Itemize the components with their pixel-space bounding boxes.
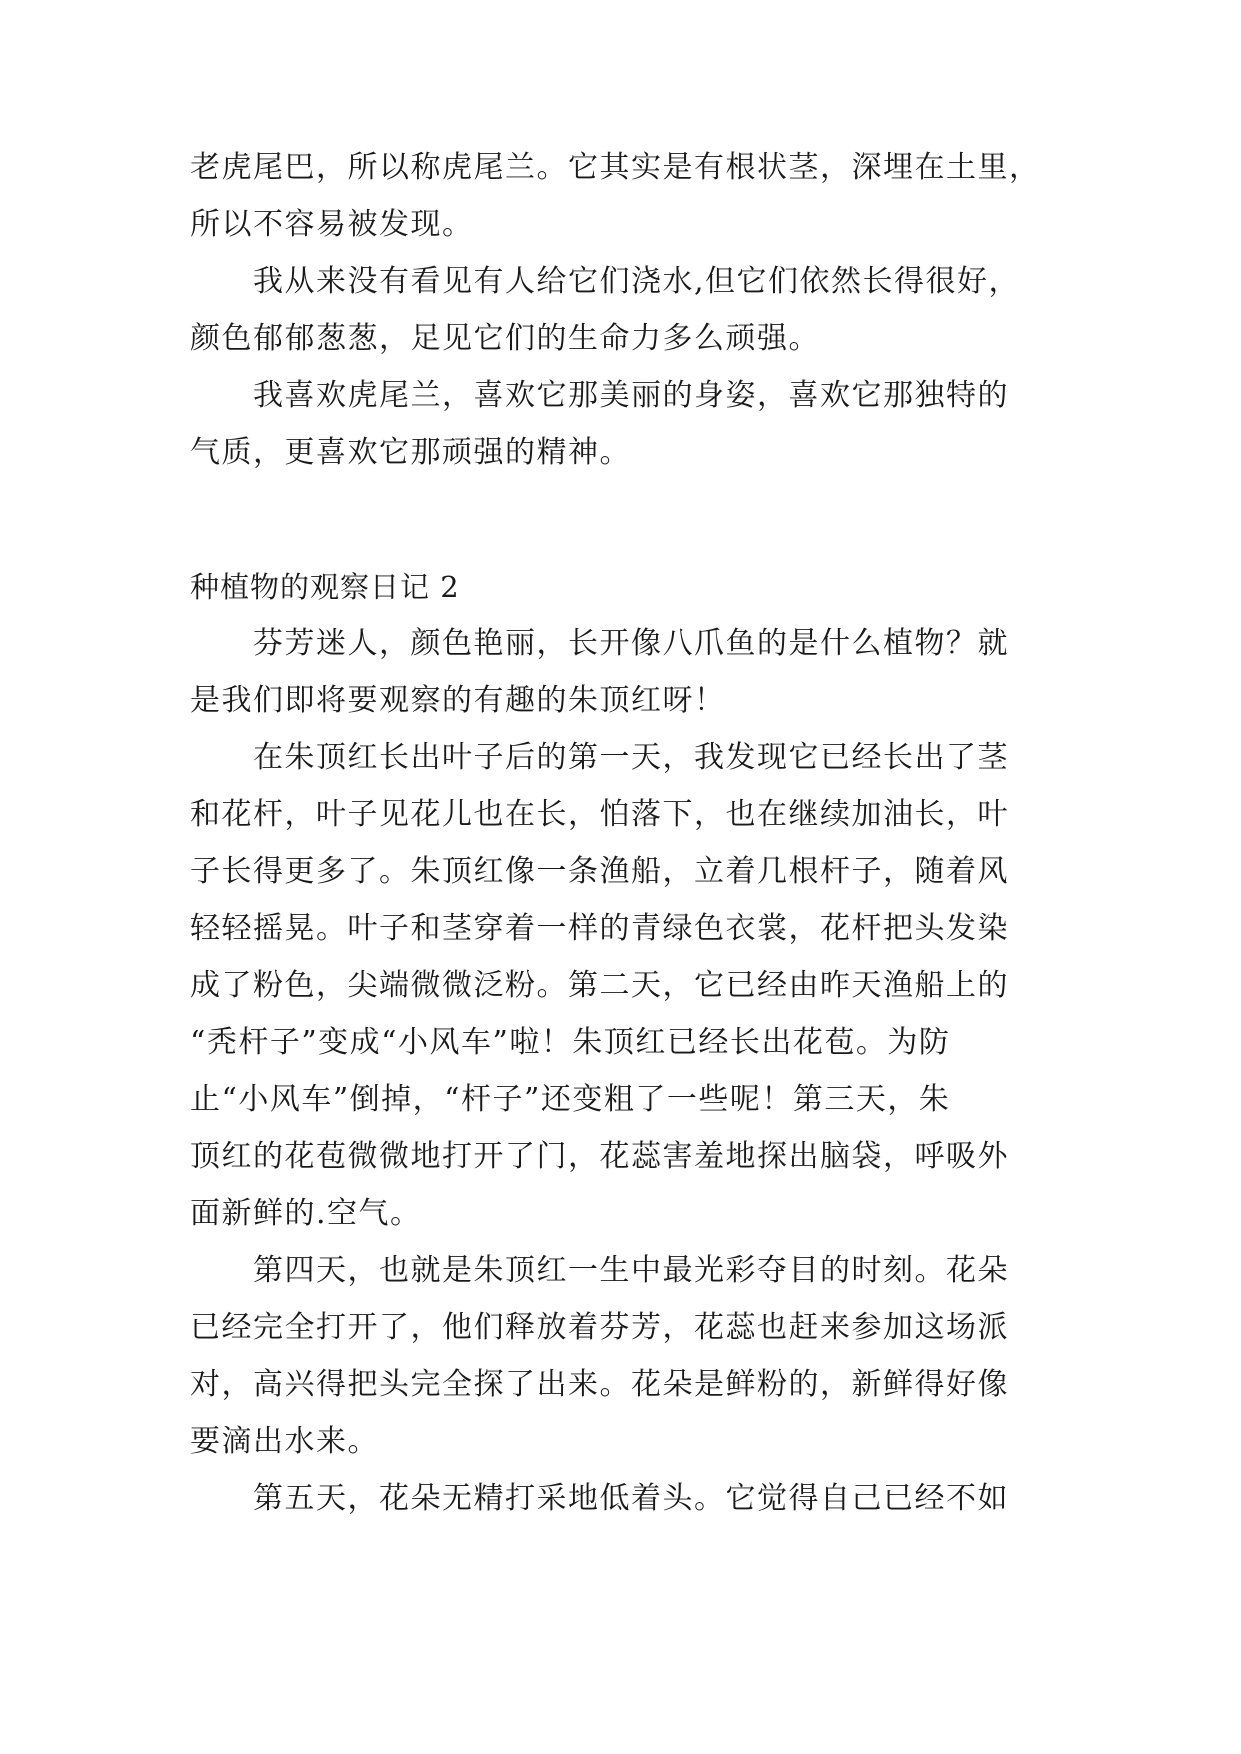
paragraph-line: “秃杆子”变成“小风车”啦！朱顶红已经长出花苞。为防 bbox=[190, 1025, 951, 1060]
paragraph-line: 面新鲜的.空气。 bbox=[190, 1196, 422, 1231]
paragraph-line: 对，高兴得把头完全探了出来。花朵是鲜粉的，新鲜得好像 bbox=[190, 1367, 1009, 1402]
paragraph-line: 第四天，也就是朱顶红一生中最光彩夺目的时刻。花朵 bbox=[253, 1253, 1009, 1288]
paragraph-line: 成了粉色，尖端微微泛粉。第二天，它已经由昨天渔船上的 bbox=[190, 968, 1009, 1003]
paragraph-line: 我喜欢虎尾兰，喜欢它那美丽的身姿，喜欢它那独特的 bbox=[253, 378, 1009, 413]
paragraph-line: 我从来没有看见有人给它们浇水,但它们依然长得很好， bbox=[253, 264, 1021, 299]
paragraph-line: 第五天，花朵无精打采地低着头。它觉得自己已经不如 bbox=[253, 1481, 1009, 1516]
paragraph-line: 气质，更喜欢它那顽强的精神。 bbox=[190, 435, 631, 470]
paragraph-line: 顶红的花苞微微地打开了门，花蕊害羞地探出脑袋，呼吸外 bbox=[190, 1139, 1009, 1174]
paragraph-line: 已经完全打开了，他们释放着芬芳，花蕊也赶来参加这场派 bbox=[190, 1310, 1009, 1345]
paragraph-line: 子长得更多了。朱顶红像一条渔船，立着几根杆子，随着风 bbox=[190, 854, 1009, 889]
paragraph-line: 轻轻摇晃。叶子和茎穿着一样的青绿色衣裳，花杆把头发染 bbox=[190, 911, 1009, 946]
paragraph-line: 在朱顶红长出叶子后的第一天，我发现它已经长出了茎 bbox=[253, 740, 1009, 775]
paragraph-line: 所以不容易被发现。 bbox=[190, 207, 474, 242]
paragraph-line: 芬芳迷人，颜色艳丽，长开像八爪鱼的是什么植物？就 bbox=[253, 626, 1009, 661]
paragraph-line: 和花杆，叶子见花儿也在长，怕落下，也在继续加油长，叶 bbox=[190, 797, 1009, 832]
paragraph-line: 要滴出水来。 bbox=[190, 1424, 379, 1459]
paragraph-line: 颜色郁郁葱葱，足见它们的生命力多么顽强。 bbox=[190, 321, 820, 356]
paragraph-line: 止“小风车”倒掉，“杆子”还变粗了一些呢！第三天，朱 bbox=[190, 1082, 951, 1117]
paragraph-line: 是我们即将要观察的有趣的朱顶红呀！ bbox=[190, 683, 726, 718]
paragraph-line: 老虎尾巴，所以称虎尾兰。它其实是有根状茎，深埋在土里， bbox=[190, 150, 1041, 185]
section-heading: 种植物的观察日记 2 bbox=[190, 570, 460, 604]
